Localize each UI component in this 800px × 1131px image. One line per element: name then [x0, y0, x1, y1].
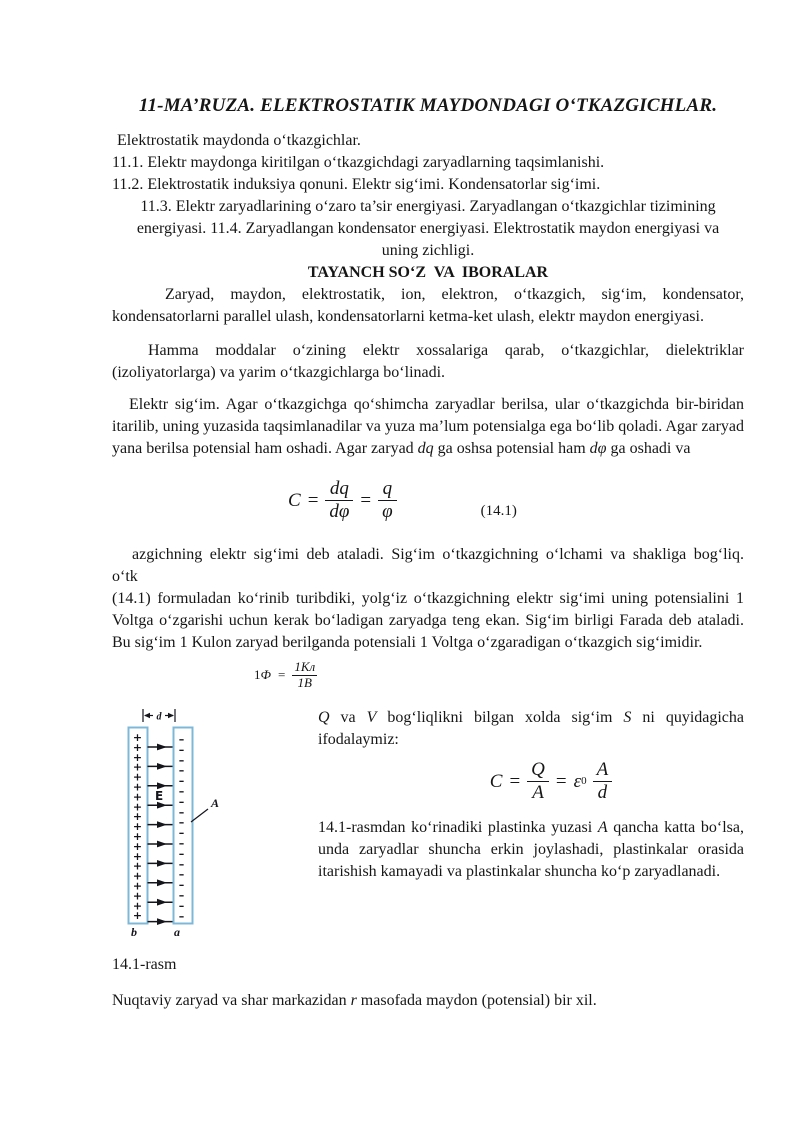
outline-item-11-3-11-4: 11.3. Elektr zaryadlarining o‘zaro ta’sir energiyasi. Zaryadlangan o‘tkazgichlar tizimining energiyasi. 11.4. Zaryadlangan kondensator energiyasi. Elektrostatik maydon energiyasi va uning zichligi.	[136, 198, 720, 259]
plate-label-b: b	[131, 924, 137, 939]
fraction-numerator: dq	[325, 478, 353, 501]
equals-sign: =	[307, 489, 319, 511]
formula-capacitance-row	[112, 478, 744, 524]
formula-lhs: C	[489, 770, 503, 792]
equals-sign: =	[277, 667, 286, 683]
outline-item-11-2: 11.2. Elektrostatik induksiya qonuni. Elektr sig‘imi. Kondensatorlar sig‘imi.	[112, 176, 601, 193]
svg-text:+: +	[132, 740, 143, 754]
svg-text:+: +	[132, 770, 143, 784]
equals-sign: =	[360, 489, 372, 511]
fraction-Q-A	[527, 759, 549, 805]
epsilon-subscript: 0	[581, 775, 587, 788]
figure-side-column	[318, 705, 744, 940]
formula-capacitance	[288, 478, 397, 524]
fraction-denominator: dφ	[329, 501, 350, 523]
svg-text:–: –	[178, 795, 185, 809]
svg-text:–: –	[178, 899, 185, 913]
svg-text:–: –	[178, 774, 185, 788]
outline-item-11-1: 11.1. Elektr maydonga kiritilgan o‘tkazgichdagi zaryadlarning taqsimlanishi.	[112, 154, 605, 171]
farad-symbol: Ф	[260, 667, 271, 683]
figure-section	[112, 705, 744, 940]
svg-text:–: –	[178, 826, 185, 840]
fraction-numerator: q	[378, 478, 397, 501]
svg-text:+: +	[132, 790, 143, 804]
svg-text:+: +	[132, 809, 143, 823]
keywords-heading: TAYANCH SO‘Z VA IBORALAR	[307, 264, 549, 281]
svg-text:+: +	[132, 829, 143, 843]
svg-text:–: –	[178, 753, 185, 767]
coefficient: 1	[254, 667, 261, 683]
formula-farad-row	[112, 660, 744, 691]
equals-sign: =	[509, 770, 521, 792]
fraction-denominator: φ	[382, 501, 393, 523]
equation-number: (14.1)	[480, 502, 517, 519]
area-pointer-line	[191, 809, 208, 822]
svg-text:+: +	[132, 839, 143, 853]
svg-text:+: +	[132, 780, 143, 794]
svg-text:–: –	[178, 847, 185, 861]
fraction-denominator: d	[597, 782, 608, 804]
svg-text:–: –	[178, 784, 185, 798]
field-lines-and-charges	[133, 731, 184, 925]
capacitor-figure	[120, 705, 250, 940]
formula-plate-capacitance	[490, 759, 612, 805]
svg-text:+: +	[132, 908, 143, 922]
distance-marker	[143, 709, 175, 723]
svg-text:–: –	[178, 836, 185, 850]
svg-text:–: –	[178, 743, 185, 757]
svg-text:+: +	[132, 849, 143, 863]
epsilon-symbol: ε	[573, 770, 582, 792]
plate-label-a: a	[174, 924, 180, 939]
svg-text:+: +	[132, 879, 143, 893]
fraction-numerator: A	[593, 759, 613, 782]
formula-farad	[254, 660, 317, 691]
svg-text:+: +	[132, 760, 143, 774]
paragraph-called: azgichning elektr sig‘imi deb ataladi. Sig‘im o‘tkazgichning o‘lchami va shakliga bog‘liq.	[132, 545, 744, 563]
svg-text:+: +	[132, 889, 143, 903]
svg-text:+: +	[132, 859, 143, 873]
svg-text:+: +	[132, 799, 143, 813]
svg-text:+: +	[132, 750, 143, 764]
field-label: E	[155, 788, 164, 803]
formula-plate-capacitance-row	[358, 759, 744, 805]
svg-text:+: +	[132, 898, 143, 912]
svg-text:–: –	[178, 763, 185, 777]
fraction-q-phi	[378, 478, 397, 524]
fraction-denominator: 1В	[297, 674, 312, 690]
svg-text:–: –	[178, 878, 185, 892]
svg-text:–: –	[178, 909, 185, 923]
fraction-numerator: Q	[527, 759, 549, 782]
svg-text:–: –	[178, 815, 185, 829]
fraction-numerator: 1Кл	[294, 658, 316, 674]
paragraph-plate-area: 14.1-rasmdan ko‘rinadiki plastinka yuzasi A qancha katta bo‘lsa, unda zaryadlar shuncha erkin joylashadi, plastinkalar orasida itarishish kamayadi va plastinkalar shuncha ko‘p zaryadlanadi.	[318, 818, 745, 880]
svg-text:+: +	[132, 730, 143, 744]
area-label: A	[211, 795, 220, 810]
lecture-outline	[112, 130, 744, 262]
svg-text:–: –	[178, 857, 185, 871]
fraction-coulomb-volt	[292, 660, 317, 691]
paragraph-substances: Hamma moddalar o‘zining elektr xossalariga qarab, o‘tkazgichlar, dielektriklar (izoliyatorlarga) va yarim o‘tkazgichlarga bo‘linadi.	[112, 342, 744, 381]
svg-text:+: +	[132, 819, 143, 833]
paragraph-closing: Nuqtaviy zaryad va shar markazidan r masofada maydon (potensial) bir xil.	[112, 991, 597, 1009]
keywords-paragraph: Zaryad, maydon, elektrostatik, ion, elektron, o‘tkazgich, sig‘im, kondensator, kondensatorlarni parallel ulash, kondensatorlarni ketma-ket ulash, elektr maydon energiyasi.	[112, 286, 744, 325]
fraction-A-d	[593, 759, 613, 805]
svg-text:–: –	[178, 732, 185, 746]
figure-column	[112, 705, 318, 940]
svg-text:–: –	[178, 867, 185, 881]
svg-text:–: –	[178, 805, 185, 819]
paragraph-otk-fragment: o‘tk	[112, 567, 138, 585]
svg-text:–: –	[178, 888, 185, 902]
fraction-dq-dphi	[325, 478, 353, 524]
paragraph-formula-info: (14.1) formuladan ko‘rinib turibdiki, yolg‘iz o‘tkazgichning elektr sig‘imi uning potensialini 1 Voltga o‘zgarishi uchun kerak bo‘ladigan zaryadga teng ekan. Sig‘im birligi Farada deb ataladi. Bu sig‘im 1 Kulon zaryad berilganda potensiali 1 Voltga o‘zgaradigan o‘tkazgich sig‘imidir.	[112, 589, 744, 651]
svg-text:+: +	[132, 869, 143, 883]
page-title: 11-MA’RUZA. ELEKTROSTATIK MAYDONDAGI O‘TKAZGICHLAR.	[138, 95, 718, 116]
paragraph-capacity: Elektr sig‘im. Agar o‘tkazgichga qo‘shimcha zaryadlar berilsa, ular o‘tkazgichda bir-biridan itarilib, uning yuzasida taqsimlanadilar va yuza ma’lum potensialga ega bo‘lib qoladi. Agar zaryad yana berilsa potensial ham oshadi. Agar zaryad dq ga oshsa potensial ham dφ ga oshadi va	[112, 396, 744, 457]
formula-lhs: C	[288, 489, 301, 511]
fraction-denominator: A	[532, 782, 544, 804]
figure-caption: 14.1-rasm	[112, 955, 177, 973]
paragraph-qv-relation: Q va V bog‘liqlikni bilgan xolda sig‘im S ni quyidagicha ifodalaymiz:	[318, 708, 745, 748]
equals-sign: =	[555, 770, 567, 792]
outline-intro-line: Elektrostatik maydonda o‘tkazgichlar.	[117, 132, 361, 149]
distance-label: d	[156, 711, 162, 723]
